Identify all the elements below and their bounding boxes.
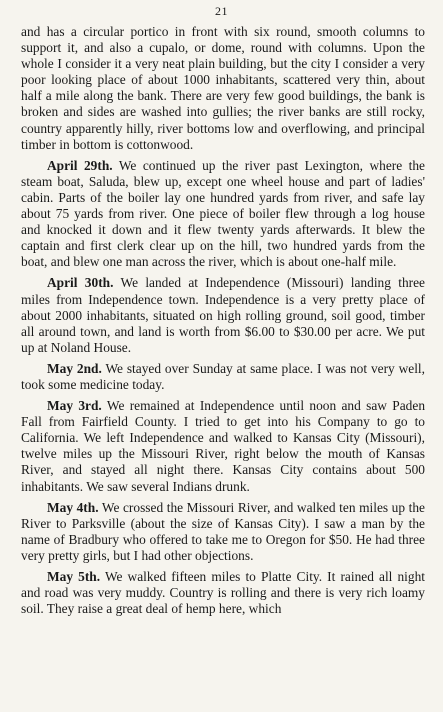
entry-text: We continued up the river past Lexington, where the steam boat, Saluda, blew up, except one wheel house and part of ladies' cabin. Parts of the boiler lay one hundred yards from river, and safe lay about 75 yards from river. One piece of boiler flew through a log house and knocked it down and it flew twenty yards afterwards. It blew the captain and first clerk clear up on the hill, two hundred yards from the boat, and blew one man across the river, which is about one-half mile. [21, 157, 425, 270]
entry-text: We landed at Independence (Missouri) landing three miles from Independence town. Independence is a very pretty place of about 2000 inhabitants, situated on high rolling ground, soil good, timber all around town, and land is worth from $6.00 to $30.00 per acre. We put up at Noland House. [21, 275, 425, 355]
entry-date: May 4th. [47, 499, 99, 515]
diary-entry-april-30 [21, 275, 425, 355]
entry-text: We crossed the Missouri River, and walked ten miles up the River to Parksville (about the size of Kansas City). I saw a man by the name of Bradbury who offered to take me to Oregon for $50. He had three very pretty girls, but I had other objections. [21, 499, 426, 563]
entry-text: We stayed over Sunday at same place. I was not very well, took some medicine today. [21, 360, 425, 392]
page-body-text [21, 24, 425, 622]
entry-date: May 5th. [47, 569, 101, 584]
diary-entry-may-4 [21, 500, 425, 564]
paragraph-text: and has a circular portico in front with six round, smooth columns to support it, and also a cupalo, or dome, round with columns. Upon the whole I consider it a very neat plain building, but the city I consider a very poor looking place of about 1000 inhabitants, scattered very thin, about half a mile along the bank. There are very few good buildings, the bank is broken and sides are washed into gullies; the river banks are still rocky, country apparently hilly, river bottoms low and overflowing, and principal timber in bottom is cottonwood. [21, 24, 425, 152]
diary-entry-april-29 [21, 158, 425, 271]
entry-text: We walked fifteen miles to Platte City. It rained all night and road was very muddy. Country is rolling and there is very rich loamy soil. They raise a great deal of hemp here, which [21, 569, 426, 617]
entry-date: April 29th. [47, 157, 113, 173]
page-number: 21 [215, 4, 228, 18]
diary-entry-may-3 [21, 398, 425, 495]
entry-date: May 3rd. [47, 398, 102, 414]
diary-entry-may-2 [21, 361, 425, 393]
paragraph-continuation [21, 24, 425, 153]
entry-date: May 2nd. [47, 360, 102, 376]
diary-entry-may-5 [21, 569, 425, 617]
entry-date: April 30th. [47, 275, 114, 291]
entry-text: We remained at Independence until noon and saw Paden Fall from Fairfield County. I tried to get into his Company to go to California. We left Independence and walked to Kansas City (Missouri), twelve miles up the Missouri River, right below the mouth of Kansas River, and stayed all night there. Kansas City contains about 500 inhabitants. We saw several Indians drunk. [21, 398, 426, 494]
